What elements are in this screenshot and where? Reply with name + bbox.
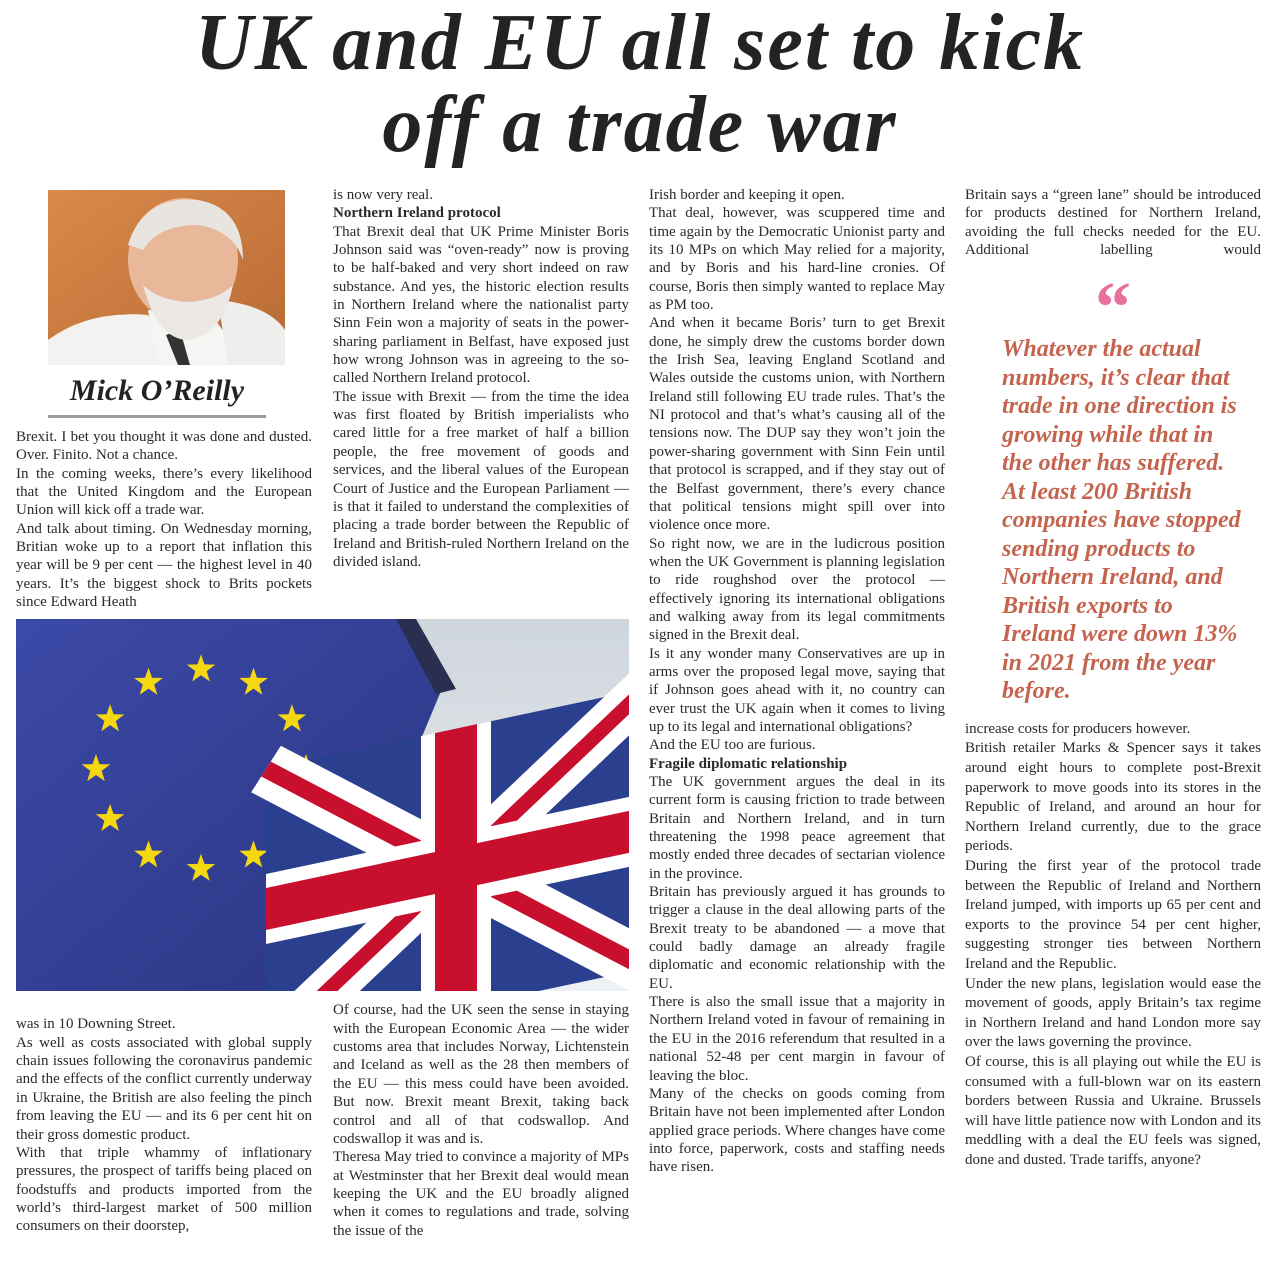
- subheading: Fragile diplomatic relationship: [649, 755, 848, 772]
- column-1-top: [16, 428, 312, 611]
- paragraph: The UK government argues the deal in its current form is causing friction to trade between Britain and Northern Ireland, and in turn threatening the 1998 peace agreement that mostly ended three decades of sectarian violence in the province.: [649, 774, 945, 882]
- quote-mark-icon: “: [1095, 273, 1131, 330]
- paragraph: During the first year of the protocol trade between the Republic of Ireland and Northern Ireland jumped, with imports up 65 per cent and exports to the province 54 per cent higher, suggesting stronger ties between Northern Ireland and the Republic.: [965, 858, 1261, 972]
- paragraph: Theresa May tried to convince a majority of MPs at Westminster that her Brexit deal would mean keeping the UK and the EU broadly aligned when it comes to regulations and trade, solving the issue of the: [333, 1149, 629, 1239]
- paragraph: There is also the small issue that a majority in Northern Ireland voted in favour of remaining in the EU in the 2016 referendum that resulted in a national 52-48 per cent margin in favour of leaving the bloc.: [649, 994, 945, 1084]
- paragraph: Irish border and keeping it open.: [649, 187, 845, 203]
- column-4: [965, 186, 1261, 1171]
- author-photo: [48, 190, 285, 365]
- column-2-top: [333, 186, 629, 611]
- pull-quote: Whatever the actual numbers, it’s clear that trade in one direction is growing while that in the other has suffered. At least 200 British companies have stopped sending products to Northern Ireland, and British exports to Ireland were down 13% in 2021 from the year before.: [1002, 336, 1241, 705]
- paragraph: was in 10 Downing Street.: [16, 1016, 176, 1033]
- paragraph: Of course, this is all playing out while the EU is consumed with a full-blown war on its eastern borders between Russia and Ukraine. Brussels will have little patience now with London and its meddling with a deal the EU feels was signed, done and dusted. Trade tariffs, anyone?: [965, 1053, 1261, 1168]
- paragraph: So right now, we are in the ludicrous position when the UK Government is planning legislation to ride roughshod over the protocol — effectively ignoring its international obligations and walking away from its legal commitments signed in the Brexit deal.: [649, 535, 945, 644]
- column-4-top: [965, 186, 1261, 259]
- column-2-bottom: [333, 1001, 629, 1239]
- paragraph: Britain has previously argued it has grounds to trigger a clause in the deal allowing parts of the Brexit treaty to be abandoned — a move that could badly damage an already fragile diplomatic and economic relationship with the EU.: [649, 884, 945, 992]
- paragraph: Britain says a “green lane” should be introduced for products destined for Northern Ireland, avoiding the full checks needed for the EU. Additional labelling would: [965, 187, 1261, 259]
- column-1-top-cell: [16, 186, 312, 611]
- subheading: Northern Ireland protocol: [333, 205, 501, 222]
- column-1-bottom: [16, 1001, 312, 1239]
- flag-cell: [16, 619, 629, 991]
- paragraph: And the EU too are furious.: [649, 737, 816, 754]
- column-3: [649, 186, 945, 1177]
- paragraph: Many of the checks on goods coming from Britain have not been implemented after London applied grace periods. Where changes have come into force, paperwork, costs and staffing needs have risen.: [649, 1085, 945, 1176]
- headline-line-1: UK and EU all set to kick: [194, 0, 1086, 87]
- paragraph: That Brexit deal that UK Prime Minister Boris Johnson said was “oven-ready” now is proving to be half-baked and very short indeed on raw substance. And yes, the historic election results in Northern Ireland where the nationalist party Sinn Fein won a majority of seats in the power-sharing parliament in Belfast, have exposed just how wrong Johnson was in agreeing to the so-called Northern Ireland protocol.: [333, 223, 629, 387]
- paragraph: And when it became Boris’ turn to get Brexit done, he simply drew the customs border down the Irish Sea, leaving England Scotland and Wales outside the customs union, with Northern Ireland still following EU trade rules. That’s the NI protocol and that’s what’s causing all of the tensions now. The DUP say they won’t join the power-sharing government with Sinn Fein until that protocol is scrapped, and if they stay out of the Belfast government, there’s every chance that political tensions might spill over into violence once more.: [649, 315, 945, 534]
- paragraph: Of course, had the UK seen the sense in staying with the European Economic Area — the wider customs area that includes Norway, Lichtenstein and Iceland as well as the 28 then members of the EU — this mess could have been avoided. But now. Brexit meant Brexit, taking back control and all of that codswallop. And codswallop it was and is.: [333, 1002, 629, 1147]
- author-byline: Mick O’Reilly: [69, 374, 245, 407]
- paragraph: The issue with Brexit — from the time the idea was first floated by British imperialists who cared little for a free market of half a billion people, the free movement of goods and services, and the liberal values of the European Court of Justice and the European Parliament — is that it failed to understand the complexities of placing a trade border between the Republic of Ireland and British-ruled Northern Ireland on the divided island.: [333, 388, 629, 570]
- article-columns: [0, 186, 1280, 1240]
- headline-line-2: off a trade war: [382, 81, 898, 169]
- paragraph: British retailer Marks & Spencer says it takes around eight hours to complete post-Brexit paperwork to move goods into its stores in the Republic of Ireland, and around an hour for Northern Ireland currently, due to the grace periods.: [965, 740, 1261, 855]
- column-4-bottom: [965, 720, 1261, 1171]
- paragraph: Brexit. I bet you thought it was done and dusted. Over. Finito. Not a chance.: [16, 429, 312, 464]
- paragraph: increase costs for producers however.: [965, 720, 1191, 737]
- paragraph: That deal, however, was scuppered time and time again by the Democratic Unionist party and its 10 MPs on which May relied for a majority, and by Boris and his hard-line cronies. Of course, Boris then simply wanted to replace May as PM too.: [649, 205, 945, 314]
- paragraph: In the coming weeks, there’s every likelihood that the United Kingdom and the European Union will kick off a trade war.: [16, 465, 312, 519]
- paragraph: As well as costs associated with global supply chain issues following the coronavirus pandemic and the effects of the conflict currently underway in Ukraine, the British are also feeling the pinch from leaving the EU — and its 6 per cent hit on their gross domestic product.: [16, 1034, 312, 1143]
- paragraph: is now very real.: [333, 187, 433, 203]
- paragraph: Under the new plans, legislation would ease the movement of goods, apply Britain’s tax regime in Northern Ireland and hand London more say over the laws governing the province.: [965, 975, 1261, 1051]
- paragraph: With that triple whammy of inflationary pressures, the prospect of tariffs being placed on foodstuffs and products imported from the world’s third-largest market of 500 million consumers on their doorstep,: [16, 1144, 312, 1235]
- masthead: [0, 0, 1280, 186]
- eu-uk-flags-photo: [16, 619, 629, 991]
- byline-divider: [48, 415, 266, 418]
- left-region: [16, 186, 629, 1240]
- paragraph: Is it any wonder many Conservatives are up in arms over the proposed legal move, saying that if Johnson goes ahead with it, no country can ever trust the UK again when it comes to living up to its legal and international obligations?: [649, 645, 945, 735]
- paragraph: And talk about timing. On Wednesday morning, Britian woke up to a report that inflation this year will be 9 per cent — the highest level in 40 years. It’s the biggest shock to Brits pockets since Edward Heath: [16, 520, 312, 611]
